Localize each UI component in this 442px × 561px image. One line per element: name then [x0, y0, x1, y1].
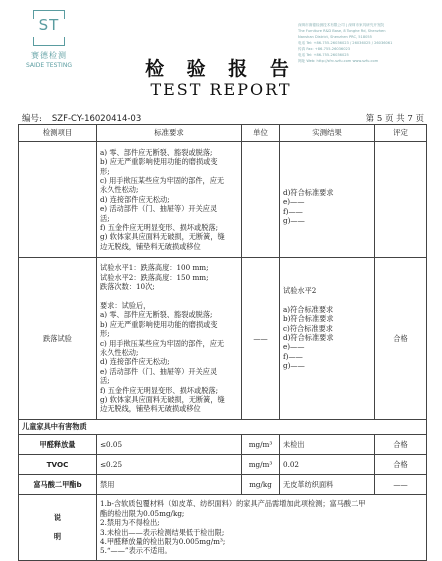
- requirement-line: 试验水平1：跌落高度：100 mm;: [100, 263, 209, 273]
- item-cell: 富马酸二甲酯b: [19, 475, 97, 495]
- org-line: 传真 Fax: +86-755-26036023: [298, 47, 351, 51]
- requirement-line: e) 活动部件（门、抽屉等）开关应灵: [100, 366, 218, 376]
- test-results-table: [18, 124, 427, 561]
- header-rating: 评定: [375, 125, 427, 142]
- requirement-line: a) 零、部件应无断裂、豁裂或脱落;: [100, 147, 213, 157]
- requirement-line: 活;: [100, 376, 110, 386]
- table-row: [19, 455, 427, 475]
- note-line: 1.b-含软质包覆材料（如皮革、纺织面料）的家具产品需增加此项检测；富马酸二甲: [100, 499, 366, 509]
- requirement-line: 要求：试验后，: [100, 300, 151, 310]
- requirement-line: d) 连接部件应无松动;: [100, 357, 170, 367]
- table-header-row: [19, 125, 427, 142]
- result-line: c)符合标准要求: [283, 323, 333, 333]
- requirement-line: b) 应无严重影响使用功能的磨损或变: [100, 157, 218, 167]
- requirement-line: g) 软体家具应面料无破损，无断簧，缝: [100, 394, 225, 404]
- item-cell: TVOC: [19, 455, 97, 475]
- org-line: The Furniture R&D Base, 8 Tonghe Rd, Shenzhen: [298, 29, 386, 33]
- unit-cell: [242, 142, 280, 258]
- logo-en-text: SAIDE TESTING: [26, 62, 72, 69]
- notes-label: 说 明: [19, 495, 97, 561]
- section-title: 儿童家具中有害物质: [19, 420, 427, 435]
- notes-content: [97, 495, 427, 561]
- org-line: 电话 Tel: +86-755-26036023 / 26036025 / 26036061: [298, 41, 393, 45]
- table-row: [19, 142, 427, 258]
- requirement-line: c) 用手揿压某些应为牢固的部件，应无: [100, 338, 225, 348]
- requirement-line: a) 零、部件应无断裂、豁裂或脱落;: [100, 310, 213, 320]
- requirement-line: d) 连接部件应无松动;: [100, 194, 170, 204]
- report-number-label: 编号:: [22, 114, 42, 124]
- item-cell: 跌落试验: [19, 258, 97, 420]
- result-line: f)——: [283, 351, 303, 361]
- requirement-cell: ≤0.25: [97, 455, 242, 475]
- header-item: 检测项目: [19, 125, 97, 142]
- requirement-line: 永久性松动;: [100, 185, 139, 195]
- requirement-line: c) 用手揿压某些应为牢固的部件，应无: [100, 175, 225, 185]
- requirement-cell: 禁用: [97, 475, 242, 495]
- requirement-cell: ≤0.05: [97, 435, 242, 455]
- note-line: 2.禁用为不得检出;: [100, 518, 160, 528]
- logo-mark: ST: [38, 16, 60, 34]
- requirement-line: 边无脱线，铺垫料无破损或移位: [100, 241, 201, 251]
- org-line: 电话 Tel: +86-755-26036025: [298, 53, 349, 57]
- result-line: g)——: [283, 361, 305, 371]
- requirement-line: 永久性松动;: [100, 347, 139, 357]
- rating-cell: ——: [375, 475, 427, 495]
- result-line: e)——: [283, 342, 305, 352]
- report-number: [22, 112, 141, 124]
- requirement-line: f) 五金件应无明显变形、损坏或脱落;: [100, 385, 218, 395]
- result-cell: 无皮革纺织面料: [280, 475, 375, 495]
- org-line: 深圳市赛德检测技术有限公司 | 深圳市家具研究开发院: [298, 23, 385, 27]
- result-cell: 0.02: [280, 455, 375, 475]
- org-line: Nanshan District, Shenzhen PRC, 518055: [298, 35, 372, 39]
- result-cell: [280, 142, 375, 258]
- table-row: [19, 258, 427, 420]
- header-result: 实测结果: [280, 125, 375, 142]
- requirement-line: 形;: [100, 329, 110, 339]
- requirement-line: f) 五金件应无明显变形、损坏或脱落;: [100, 223, 218, 233]
- requirement-line: 跌落次数：10次;: [100, 282, 155, 292]
- result-line: b)符合标准要求: [283, 314, 334, 324]
- item-cell: [19, 142, 97, 258]
- report-title-cn: 检 验 报 告: [145, 58, 297, 80]
- requirement-line: 活;: [100, 213, 110, 223]
- requirement-line: [100, 291, 238, 300]
- item-cell: 甲醛释放量: [19, 435, 97, 455]
- org-line: 网址 Web: http://sfrc.szfu.com www.szfu.com: [298, 59, 379, 63]
- section-row: [19, 420, 427, 435]
- result-line: e)——: [283, 197, 305, 207]
- rating-cell: [375, 142, 427, 258]
- result-cell: 未检出: [280, 435, 375, 455]
- result-line: a)符合标准要求: [283, 304, 334, 314]
- result-line: g)——: [283, 216, 305, 226]
- rating-cell: 合格: [375, 258, 427, 420]
- rating-cell: 合格: [375, 455, 427, 475]
- unit-cell: ——: [242, 258, 280, 420]
- requirement-line: g) 软体家具应面料无破损，无断簧，缝: [100, 232, 225, 242]
- report-number-value: SZF-CY-16020414-03: [51, 114, 142, 124]
- requirement-cell: [97, 258, 242, 420]
- table-row: [19, 475, 427, 495]
- page-info: 第 5 页 共 7 页: [365, 114, 424, 124]
- result-line: 试验水平2: [283, 286, 317, 295]
- note-line: 酯的检出限为0.05mg/kg;: [100, 508, 185, 518]
- result-line: d)符合标准要求: [283, 188, 334, 197]
- header-unit: 单位: [242, 125, 280, 142]
- unit-cell: mg/kg: [242, 475, 280, 495]
- logo-cn-text: 赛德检测: [31, 51, 67, 60]
- result-cell: [280, 258, 375, 420]
- requirement-line: 试验水平2：跌落高度：150 mm;: [100, 272, 209, 282]
- note-line: 3.未检出——表示检测结果低于检出限;: [100, 527, 225, 537]
- rating-cell: 合格: [375, 435, 427, 455]
- result-line: d)符合标准要求: [283, 333, 334, 343]
- result-line: [283, 295, 371, 304]
- table-row: [19, 435, 427, 455]
- header-requirement: 标准要求: [97, 125, 242, 142]
- requirement-line: 边无脱线，铺垫料无破损或移位: [100, 404, 201, 414]
- unit-cell: mg/m³: [242, 435, 280, 455]
- requirement-line: 形;: [100, 166, 110, 176]
- report-title-en: TEST REPORT: [150, 80, 292, 99]
- requirement-line: e) 活动部件（门、抽屉等）开关应灵: [100, 204, 218, 214]
- result-line: f)——: [283, 206, 303, 216]
- unit-cell: mg/m³: [242, 455, 280, 475]
- requirement-line: b) 应无严重影响使用功能的磨损或变: [100, 319, 218, 329]
- requirement-cell: [97, 142, 242, 258]
- notes-row: [19, 495, 427, 561]
- note-line: 4.甲醛释放量的检出限为0.005mg/m³;: [100, 536, 226, 546]
- note-line: 5.“——”表示不适用。: [100, 546, 172, 556]
